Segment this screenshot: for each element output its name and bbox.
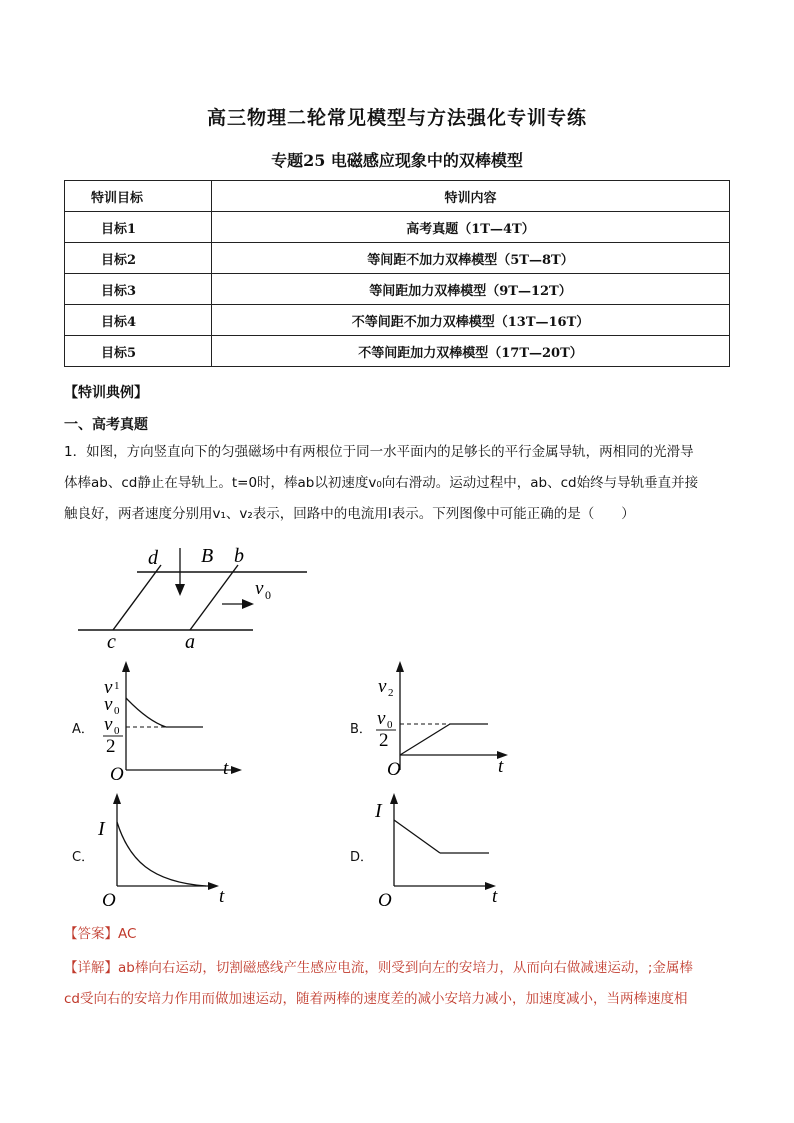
origin-label: O xyxy=(387,759,401,780)
t-axis-label: t xyxy=(219,886,225,907)
section-examples-heading: 【特训典例】 xyxy=(64,385,148,401)
half-v0-denominator: 2 xyxy=(106,736,116,757)
question-line: 体棒ab、cd静止在导轨上。t=0时，棒ab以初速度v₀向右滑动。运动过程中，ab、cd始终与导轨垂直并接 xyxy=(64,475,699,491)
y-axis-label: I xyxy=(98,818,105,840)
table-cell: 高考真题（1T—4T） xyxy=(212,212,730,243)
y-axis-sub: 2 xyxy=(388,687,394,699)
table-row xyxy=(65,212,730,243)
answer-tag: 【答案】 xyxy=(64,926,118,942)
origin-label: O xyxy=(378,890,392,911)
rails-diagram xyxy=(70,542,320,654)
label-d: d xyxy=(148,547,158,569)
document-subtitle: 专题25 电磁感应现象中的双棒模型 xyxy=(271,151,523,170)
graph-a xyxy=(96,658,246,780)
answer-value: AC xyxy=(118,926,137,942)
t-axis-label: t xyxy=(492,886,498,907)
question-text xyxy=(64,437,744,530)
label-B: B xyxy=(201,545,214,567)
origin-label: O xyxy=(102,890,116,911)
y-axis-label: v xyxy=(104,677,113,698)
graph-c xyxy=(96,790,246,912)
label-c: c xyxy=(107,631,116,653)
option-label-b[interactable]: B． xyxy=(350,722,372,737)
table-header-row xyxy=(65,181,730,212)
table-cell: 等间距加力双棒模型（9T—12T） xyxy=(212,274,730,305)
half-v0-numerator: v xyxy=(104,714,113,735)
question-line: 触良好，两者速度分别用v₁、v₂表示，回路中的电流用I表示。下列图像中可能正确的是（ ） xyxy=(64,506,635,522)
table-header-cell: 特训目标 xyxy=(65,181,212,212)
table-cell: 不等间距不加力双棒模型（13T—16T） xyxy=(212,305,730,336)
table-row xyxy=(65,274,730,305)
explanation-block xyxy=(64,953,744,1015)
half-v0-sub: 0 xyxy=(114,725,120,737)
explanation-line: cd受向右的安培力作用而做加速运动，随着两棒的速度差的减小安培力减小，加速度减小，当两棒速度相 xyxy=(64,991,688,1007)
table-row xyxy=(65,336,730,367)
section-heading: 一、高考真题 xyxy=(64,417,148,433)
table-cell: 目标4 xyxy=(65,305,212,336)
table-cell: 等间距不加力双棒模型（5T—8T） xyxy=(212,243,730,274)
t-axis-label: t xyxy=(498,756,504,777)
graph-d xyxy=(372,790,522,912)
option-label-a[interactable]: A． xyxy=(72,722,94,737)
table-cell: 目标3 xyxy=(65,274,212,305)
document-title: 高三物理二轮常见模型与方法强化专训专练 xyxy=(206,107,587,129)
t-axis-label: t xyxy=(223,758,229,779)
label-v0-sub: 0 xyxy=(265,588,271,602)
half-v0-numerator: v xyxy=(377,708,386,729)
half-v0-denominator: 2 xyxy=(379,730,389,751)
option-label-c[interactable]: C． xyxy=(72,850,95,865)
table-row xyxy=(65,243,730,274)
label-b: b xyxy=(234,545,244,567)
origin-label: O xyxy=(110,764,124,780)
y-axis-sub: 1 xyxy=(114,680,120,692)
goals-table xyxy=(64,180,730,367)
explanation-tag: 【详解】 xyxy=(64,960,118,976)
v0-label: v xyxy=(104,694,113,715)
v0-sub: 0 xyxy=(114,705,120,717)
label-a: a xyxy=(185,631,195,653)
table-cell: 目标5 xyxy=(65,336,212,367)
table-row xyxy=(65,305,730,336)
explanation-text: ab棒向右运动，切割磁感线产生感应电流，则受到向左的安培力，从而向右做减速运动，;金属棒 xyxy=(118,960,693,976)
answer-line xyxy=(64,922,136,942)
table-cell: 目标1 xyxy=(65,212,212,243)
graph-b xyxy=(372,658,522,780)
table-header-cell: 特训内容 xyxy=(212,181,730,212)
option-label-d[interactable]: D． xyxy=(350,850,374,865)
label-v0: v xyxy=(255,578,264,599)
explanation-line xyxy=(64,953,744,984)
question-line: 1．如图，方向竖直向下的匀强磁场中有两根位于同一水平面内的足够长的平行金属导轨，两相同的光滑导 xyxy=(64,444,694,460)
table-cell: 目标2 xyxy=(65,243,212,274)
table-cell: 不等间距加力双棒模型（17T—20T） xyxy=(212,336,730,367)
y-axis-label: v xyxy=(378,676,387,697)
half-v0-sub: 0 xyxy=(387,719,393,731)
y-axis-label: I xyxy=(375,800,382,822)
